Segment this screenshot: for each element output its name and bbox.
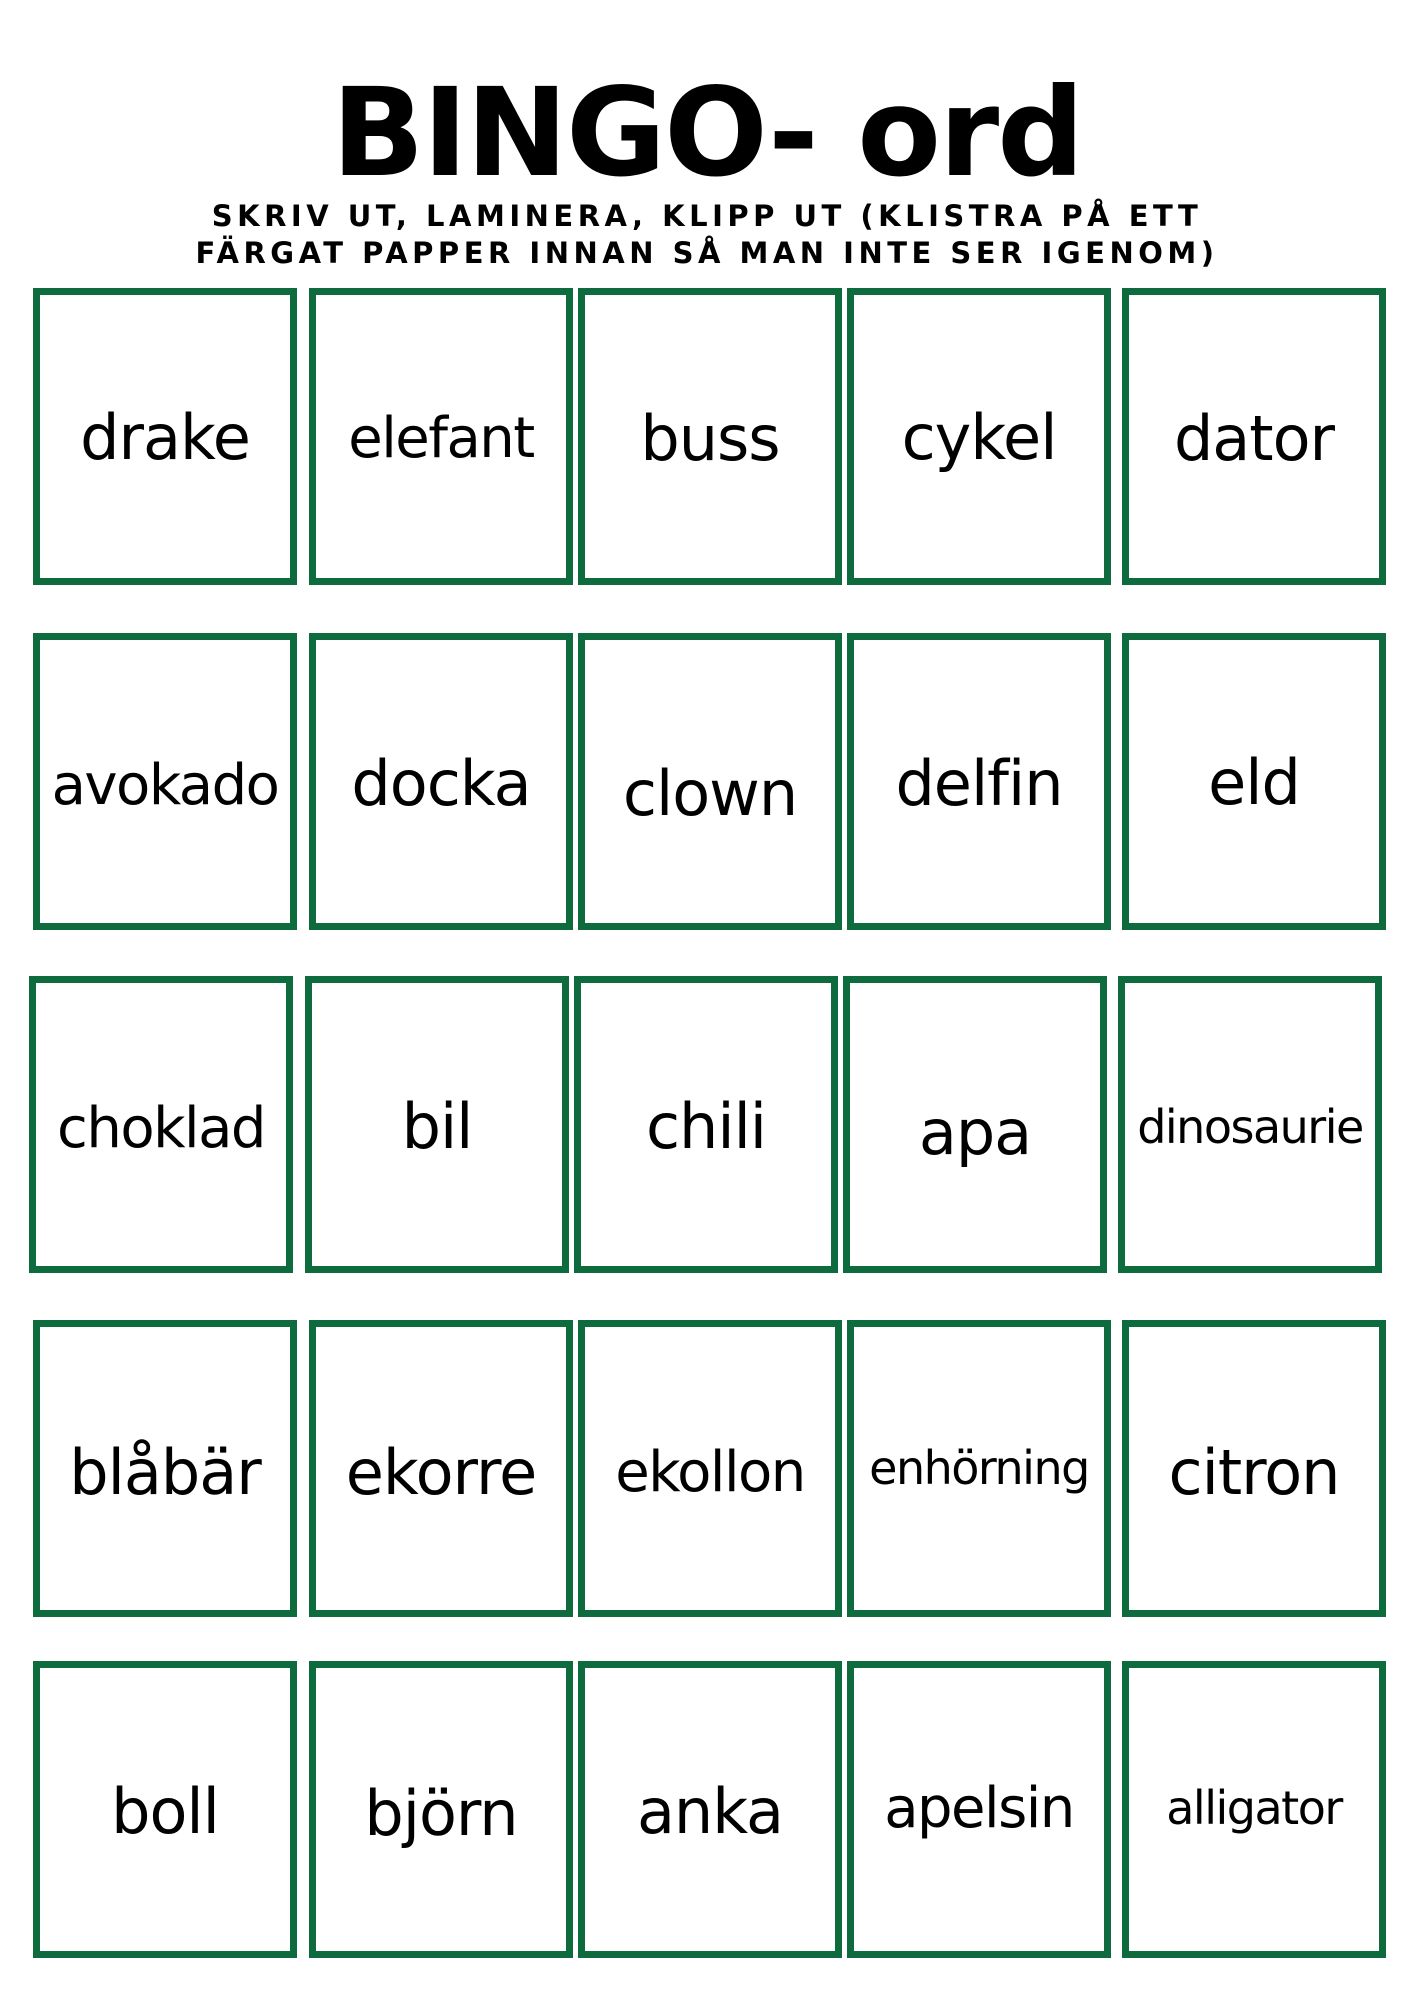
word-label: cykel xyxy=(901,401,1057,474)
word-label: björn xyxy=(364,1777,518,1850)
word-label: eld xyxy=(1208,746,1300,819)
word-card xyxy=(574,976,838,1273)
word-card xyxy=(33,1320,297,1617)
word-card xyxy=(309,1661,573,1958)
instructions-line-1: SKRIV UT, LAMINERA, KLIPP UT (KLISTRA PÅ ETT xyxy=(211,199,1203,233)
word-card xyxy=(578,633,842,930)
word-card xyxy=(29,976,293,1273)
word-card xyxy=(578,288,842,585)
word-label: dinosaurie xyxy=(1137,1100,1363,1154)
word-card xyxy=(305,976,569,1273)
word-label: choklad xyxy=(57,1096,265,1161)
word-card xyxy=(1122,1320,1386,1617)
word-label: delfin xyxy=(895,747,1063,820)
page-title: BINGO- ord xyxy=(331,62,1083,204)
word-label: boll xyxy=(111,1775,219,1848)
word-card xyxy=(33,633,297,930)
word-card xyxy=(309,1320,573,1617)
word-card xyxy=(578,1320,842,1617)
word-card xyxy=(578,1661,842,1958)
word-label: chili xyxy=(645,1090,767,1163)
word-label: ekollon xyxy=(615,1440,805,1505)
word-card xyxy=(33,1661,297,1958)
word-label: alligator xyxy=(1166,1781,1342,1835)
word-label: drake xyxy=(80,401,250,474)
word-label: blåbär xyxy=(69,1436,261,1509)
word-card xyxy=(847,1320,1111,1617)
word-card xyxy=(33,288,297,585)
word-label: dator xyxy=(1173,402,1335,475)
word-label: citron xyxy=(1168,1436,1340,1509)
word-card xyxy=(309,633,573,930)
word-card xyxy=(309,288,573,585)
word-card xyxy=(1122,1661,1386,1958)
word-card xyxy=(1118,976,1382,1273)
word-label: docka xyxy=(351,747,531,820)
word-label: buss xyxy=(640,402,780,475)
word-card xyxy=(1122,633,1386,930)
word-label: ekorre xyxy=(345,1436,537,1509)
word-label: apelsin xyxy=(884,1776,1074,1841)
instructions-line-2: FÄRGAT PAPPER INNAN SÅ MAN INTE SER IGENOM) xyxy=(195,236,1219,270)
word-label: anka xyxy=(636,1775,784,1848)
word-label: avokado xyxy=(51,753,279,818)
word-card xyxy=(843,976,1107,1273)
word-label: apa xyxy=(918,1096,1032,1169)
word-card xyxy=(847,1661,1111,1958)
word-label: enhörning xyxy=(869,1441,1089,1495)
word-card xyxy=(847,288,1111,585)
word-label: clown xyxy=(622,757,798,830)
word-card xyxy=(847,633,1111,930)
word-card xyxy=(1122,288,1386,585)
word-label: elefant xyxy=(348,406,534,471)
word-label: bil xyxy=(401,1090,473,1163)
